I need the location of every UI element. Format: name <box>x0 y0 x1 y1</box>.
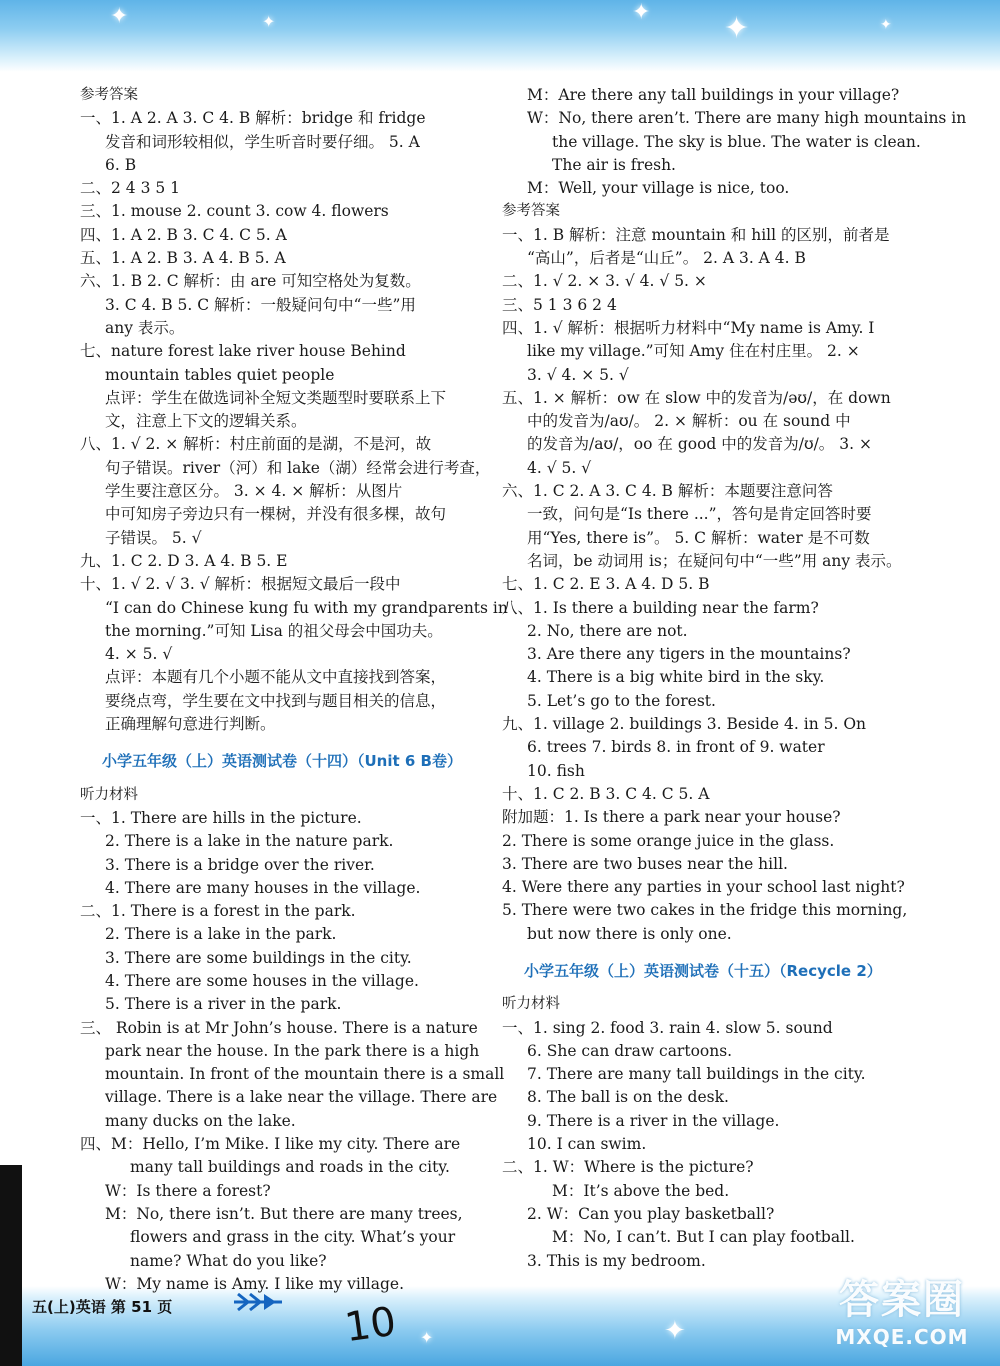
text-line: 五、1. A 2. B 3. A 4. B 5. A <box>80 249 286 268</box>
text-line: 4. There are many houses in the village. <box>105 878 421 897</box>
text-line: 五、1. × 解析：ow 在 slow 中的发音为/əʊ/，在 down <box>502 388 891 407</box>
section-title-15: 小学五年级（上）英语测试卷（十五）（Recycle 2） <box>524 961 882 980</box>
right-answer-block <box>502 84 967 946</box>
text-line: 一、1. sing 2. food 3. rain 4. slow 5. sound <box>502 1018 833 1037</box>
text-line: 的发音为/aʊ/，oo 在 good 中的发音为/ʊ/。 3. × <box>527 435 872 454</box>
text-line: 三、5 1 3 6 2 4 <box>502 295 617 314</box>
text-line: 八、1. Is there a building near the farm? <box>502 598 819 617</box>
text-line: 七、1. C 2. E 3. A 4. D 5. B <box>502 575 710 594</box>
sparkle-icon: ✦ <box>110 4 129 29</box>
text-line: 文，注意上下文的逻辑关系。 <box>105 412 307 431</box>
text-line: 5. There were two cakes in the fridge this morning, <box>502 901 908 920</box>
text-line: 听力材料 <box>80 786 138 803</box>
text-line: M：Well, your village is nice, too. <box>527 179 790 198</box>
text-line: 听力材料 <box>502 996 560 1013</box>
text-line: 4. There are some houses in the village. <box>105 971 419 990</box>
text-line: The air is fresh. <box>552 155 676 174</box>
text-line: name? What do you like? <box>130 1251 327 1270</box>
text-line: 4. There is a big white bird in the sky. <box>527 668 825 687</box>
text-line: 10. I can swim. <box>527 1135 647 1154</box>
text-line: the morning.”可知 Lisa 的祖父母会中国功夫。 <box>105 621 443 640</box>
text-line: 2. W：Can you play basketball? <box>527 1204 775 1223</box>
right-listening-block <box>502 993 914 1273</box>
text-line: 中可知房子旁边只有一棵树，并没有很多棵，故句 <box>105 505 447 524</box>
text-line: 六、1. C 2. A 3. C 4. B 解析：本题要注意问答 <box>502 482 833 501</box>
text-line: 3. √ 4. × 5. √ <box>527 365 629 384</box>
text-line: 5. Let’s go to the forest. <box>527 691 716 710</box>
sparkle-icon: ✦ <box>420 1328 434 1347</box>
text-line: 二、1. There is a forest in the park. <box>80 902 356 921</box>
text-line: 中的发音为/aʊ/。 2. × 解析：ou 在 sound 中 <box>527 412 851 431</box>
watermark-title: 答案圈 <box>839 1277 965 1323</box>
section-title-14: 小学五年级（上）英语测试卷（十四）（Unit 6 B卷） <box>102 752 462 771</box>
text-line: 4. × 5. √ <box>105 645 173 664</box>
text-line: 一、1. A 2. A 3. C 4. B 解析：bridge 和 fridge <box>80 109 426 128</box>
text-line: 2. There is a lake in the nature park. <box>105 832 394 851</box>
text-line: any 表示。 <box>105 318 185 337</box>
arrow-icon <box>232 1290 292 1314</box>
text-line: W：No, there aren’t. There are many high mountains in <box>527 109 967 128</box>
text-line: 3. There are two buses near the hill. <box>502 854 788 873</box>
text-line: M：It’s above the bed. <box>552 1181 730 1200</box>
text-line: 参考答案 <box>80 87 138 103</box>
text-line: 9. There is a river in the village. <box>527 1111 780 1130</box>
text-line: 发音和词形较相似，学生听音时要仔细。 5. A <box>105 132 420 151</box>
text-line: 六、1. B 2. C 解析：由 are 可知空格处为复数。 <box>80 272 421 291</box>
text-line: 2. There is a lake in the park. <box>105 925 337 944</box>
left-column <box>80 84 508 1296</box>
handwritten-page-number: 10 <box>342 1298 399 1352</box>
text-line: but now there is only one. <box>527 924 732 943</box>
sparkle-icon: ✦ <box>664 1316 686 1346</box>
text-line: 参考答案 <box>502 203 560 220</box>
text-line: 名词，be 动词用 is；在疑问句中“一些”用 any 表示。 <box>527 551 902 570</box>
text-line: 附加题：1. Is there a park near your house? <box>502 808 841 827</box>
text-line: W：My name is Amy. I like my village. <box>105 1274 405 1293</box>
text-line: the village. The sky is blue. The water is clean. <box>552 132 921 151</box>
sparkle-icon: ✦ <box>262 12 276 31</box>
text-line: 4. √ 5. √ <box>527 458 592 477</box>
text-line: 4. Were there any parties in your school last night? <box>502 878 905 897</box>
text-line: 2. There is some orange juice in the glass. <box>502 831 835 850</box>
text-line: 九、1. village 2. buildings 3. Beside 4. in 5. On <box>502 715 867 734</box>
text-line: like my village.”可知 Amy 住在村庄里。 2. × <box>527 342 860 361</box>
text-line: 5. There is a river in the park. <box>105 995 342 1014</box>
watermark-url: MXQE.COM <box>835 1325 969 1349</box>
text-line: 用“Yes, there is”。 5. C 解析：water 是不可数 <box>527 528 870 547</box>
text-line: 6. B <box>105 155 137 174</box>
text-line: 点评：本题有几个小题不能从文中直接找到答案， <box>105 668 447 687</box>
text-line: flowers and grass in the city. What’s your <box>130 1228 456 1247</box>
text-line: 7. There are many tall buildings in the city. <box>527 1065 866 1084</box>
text-line: 正确理解句意进行判断。 <box>105 715 276 734</box>
watermark-logo <box>812 1268 992 1358</box>
text-line: many ducks on the lake. <box>105 1111 296 1130</box>
text-line: 10. fish <box>527 761 585 780</box>
left-answer-block <box>80 84 508 736</box>
text-line: 句子错误。river（河）和 lake（湖）经常会进行考查， <box>105 458 491 477</box>
text-line: 6. trees 7. birds 8. in front of 9. water <box>527 738 825 757</box>
sparkle-icon: ✦ <box>880 17 892 33</box>
text-line: park near the house. In the park there is a high <box>105 1041 480 1060</box>
right-column <box>502 84 967 1273</box>
sparkle-icon: ✦ <box>724 11 750 46</box>
text-line: 点评：学生在做选词补全短文类题型时要联系上下 <box>105 388 447 407</box>
text-line: 二、1. W：Where is the picture? <box>502 1158 754 1177</box>
text-line: M：No, I can’t. But I can play football. <box>552 1228 855 1247</box>
text-line: “I can do Chinese kung fu with my grandparents in <box>105 598 508 617</box>
sparkle-icon: ✦ <box>632 0 651 25</box>
text-line: 8. The ball is on the desk. <box>527 1088 729 1107</box>
text-line: 三、 Robin is at Mr John’s house. There is a nature <box>80 1018 478 1037</box>
text-line: 要绕点弯，学生要在文中找到与题目相关的信息， <box>105 691 447 710</box>
text-line: 二、1. √ 2. × 3. √ 4. √ 5. × <box>502 272 707 291</box>
text-line: 四、M：Hello, I’m Mike. I like my city. There are <box>80 1135 461 1154</box>
text-line: 3. C 4. B 5. C 解析：一般疑问句中“一些”用 <box>105 295 416 314</box>
text-line: 3. This is my bedroom. <box>527 1251 706 1270</box>
text-line: 3. Are there any tigers in the mountains? <box>527 645 851 664</box>
text-line: 十、1. C 2. B 3. C 4. C 5. A <box>502 784 710 803</box>
text-line: 一致，问句是“Is there ...”，答句是肯定回答时要 <box>527 505 872 524</box>
text-line: 十、1. √ 2. √ 3. √ 解析：根据短文最后一段中 <box>80 575 401 594</box>
text-line: 九、1. C 2. D 3. A 4. B 5. E <box>80 551 288 570</box>
text-line: 三、1. mouse 2. count 3. cow 4. flowers <box>80 202 389 221</box>
text-line: mountain. In front of the mountain there is a small <box>105 1065 505 1084</box>
text-line: many tall buildings and roads in the city. <box>130 1158 450 1177</box>
text-line: 3. There is a bridge over the river. <box>105 855 375 874</box>
text-line: “高山”，后者是“山丘”。 2. A 3. A 4. B <box>527 249 806 268</box>
text-line: 八、1. √ 2. × 解析：村庄前面的是湖，不是河，故 <box>80 435 432 454</box>
text-line: 子错误。 5. √ <box>105 528 202 547</box>
text-line: M：No, there isn’t. But there are many trees, <box>105 1204 463 1223</box>
text-line: 3. There are some buildings in the city. <box>105 948 412 967</box>
text-line: 四、1. √ 解析：根据听力材料中“My name is Amy. I <box>502 318 875 337</box>
text-line: M：Are there any tall buildings in your village? <box>527 86 900 104</box>
top-decorative-band <box>0 0 1000 72</box>
text-line: 四、1. A 2. B 3. C 4. C 5. A <box>80 225 287 244</box>
text-line: 一、1. B 解析：注意 mountain 和 hill 的区别，前者是 <box>502 225 890 244</box>
text-line: W：Is there a forest? <box>105 1181 271 1200</box>
page-footer-label: 五(上)英语 第 51 页 <box>32 1298 173 1316</box>
text-line: 二、2 4 3 5 1 <box>80 179 181 198</box>
text-line: village. There is a lake near the village. There are <box>105 1088 498 1107</box>
text-line: mountain tables quiet people <box>105 365 335 384</box>
text-line: 2. No, there are not. <box>527 621 688 640</box>
text-line: 七、nature forest lake river house Behind <box>80 342 406 361</box>
page-edge-strip <box>0 1165 22 1366</box>
text-line: 一、1. There are hills in the picture. <box>80 808 362 827</box>
text-line: 6. She can draw cartoons. <box>527 1041 733 1060</box>
text-line: 学生要注意区分。 3. × 4. × 解析：从图片 <box>105 482 403 501</box>
left-listening-block <box>80 784 505 1297</box>
